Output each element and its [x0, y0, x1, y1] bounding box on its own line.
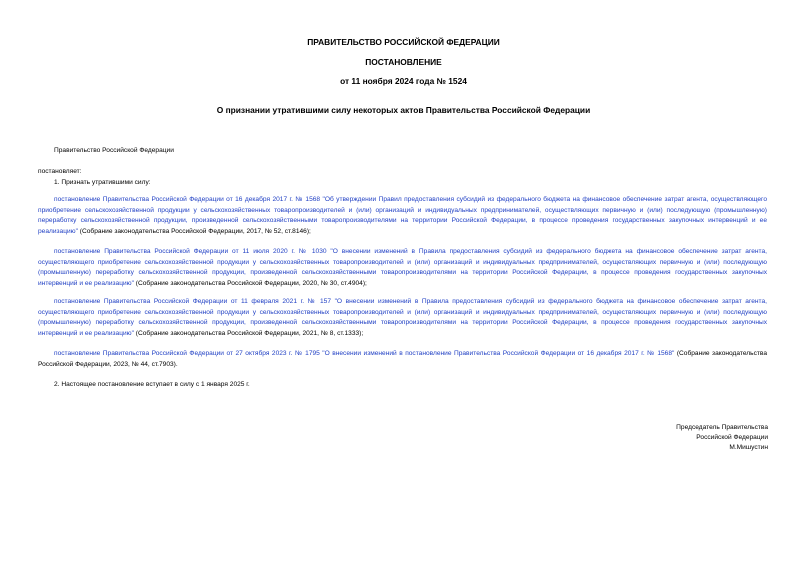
government-heading: ПРАВИТЕЛЬСТВО РОССИЙСКОЙ ФЕДЕРАЦИИ — [307, 37, 500, 47]
resolves-text: постановляет: — [38, 168, 82, 175]
act-entry-2 — [38, 247, 767, 289]
document-title: О признании утратившими силу некоторых актов Правительства Российской Федерации — [216, 105, 591, 115]
act-source-1: (Собрание законодательства Российской Федерации, 2017, № 52, ст.8146); — [77, 227, 311, 235]
signature-name: М.Мишустин — [729, 444, 768, 451]
act-source-4: (Собрание законодательства Российской Федерации, 2023, № 44, ст.7903). — [38, 350, 767, 368]
act-source-3: (Собрание законодательства Российской Федерации, 2021, № 8, ст.1333); — [133, 329, 364, 337]
item-1: 1. Признать утратившими силу: — [54, 179, 151, 186]
doc-type-heading: ПОСТАНОВЛЕНИЕ — [365, 57, 442, 67]
act-entry-4 — [38, 349, 767, 370]
act-source-2: (Собрание законодательства Российской Федерации, 2020, № 30, ст.4904); — [133, 279, 367, 287]
act-link-2[interactable]: постановление Правительства Российской Федерации от 11 июля 2020 г. № 1030 "О внесении изменений в Правила предоставления субсидий из федерального бюджета на финансовое обеспечение затрат агента, осуществляющего приобретение сельскохозяйственной продукции у сельскохозяйственных товаропроизводителей и (или) организаций и индивидуальных предпринимателей, осуществляющих первичную и (или) последующую (промышленную) переработку сельскохозяйственной продукции, произведенной сельскохозяйственными товаропроизводителями на территории Российской Федерации, в процессе проведения государственных закупочных интервенций и ее реализацию" — [38, 248, 767, 287]
signature-position: Председатель Правительства — [676, 424, 768, 431]
preamble: Правительство Российской Федерации — [54, 147, 174, 154]
act-link-3[interactable]: постановление Правительства Российской Федерации от 11 февраля 2021 г. № 157 "О внесении изменений в Правила предоставления субсидий из федерального бюджета на финансовое обеспечение затрат агента, осуществляющего приобретение сельскохозяйственной продукции у сельскохозяйственных товаропроизводителей и (или) организаций и индивидуальных предпринимателей, осуществляющих первичную и (или) последующую (промышленную) переработку сельскохозяйственной продукции, произведенной сельскохозяйственными товаропроизводителями на территории Российской Федерации, в процессе проведения государственных закупочных интервенций и ее реализацию" — [38, 298, 767, 337]
date-number-heading: от 11 ноября 2024 года № 1524 — [340, 76, 467, 86]
act-link-1[interactable]: постановление Правительства Российской Федерации от 16 декабря 2017 г. № 1568 "Об утверждении Правил предоставления субсидий из федерального бюджета на финансовое обеспечение затрат агента, осуществляющего приобретение сельскохозяйственной продукции у сельскохозяйственных товаропроизводителей и (или) организаций и индивидуальных предпринимателей, осуществляющих первичную и (или) последующую (промышленную) переработку сельскохозяйственной продукции, произведенной сельскохозяйственными товаропроизводителями на территории Российской Федерации, в процессе проведения государственных закупочных интервенций и ее реализацию" — [38, 196, 767, 235]
signature-organization: Российской Федерации — [696, 434, 768, 441]
act-entry-1 — [38, 195, 767, 237]
act-link-4[interactable]: постановление Правительства Российской Федерации от 27 октября 2023 г. № 1795 "О внесении изменений в постановление Правительства Российской Федерации от 16 декабря 2017 г. № 1568" — [54, 350, 675, 357]
act-entry-3 — [38, 297, 767, 339]
item-2: 2. Настоящее постановление вступает в силу с 1 января 2025 г. — [54, 381, 250, 388]
